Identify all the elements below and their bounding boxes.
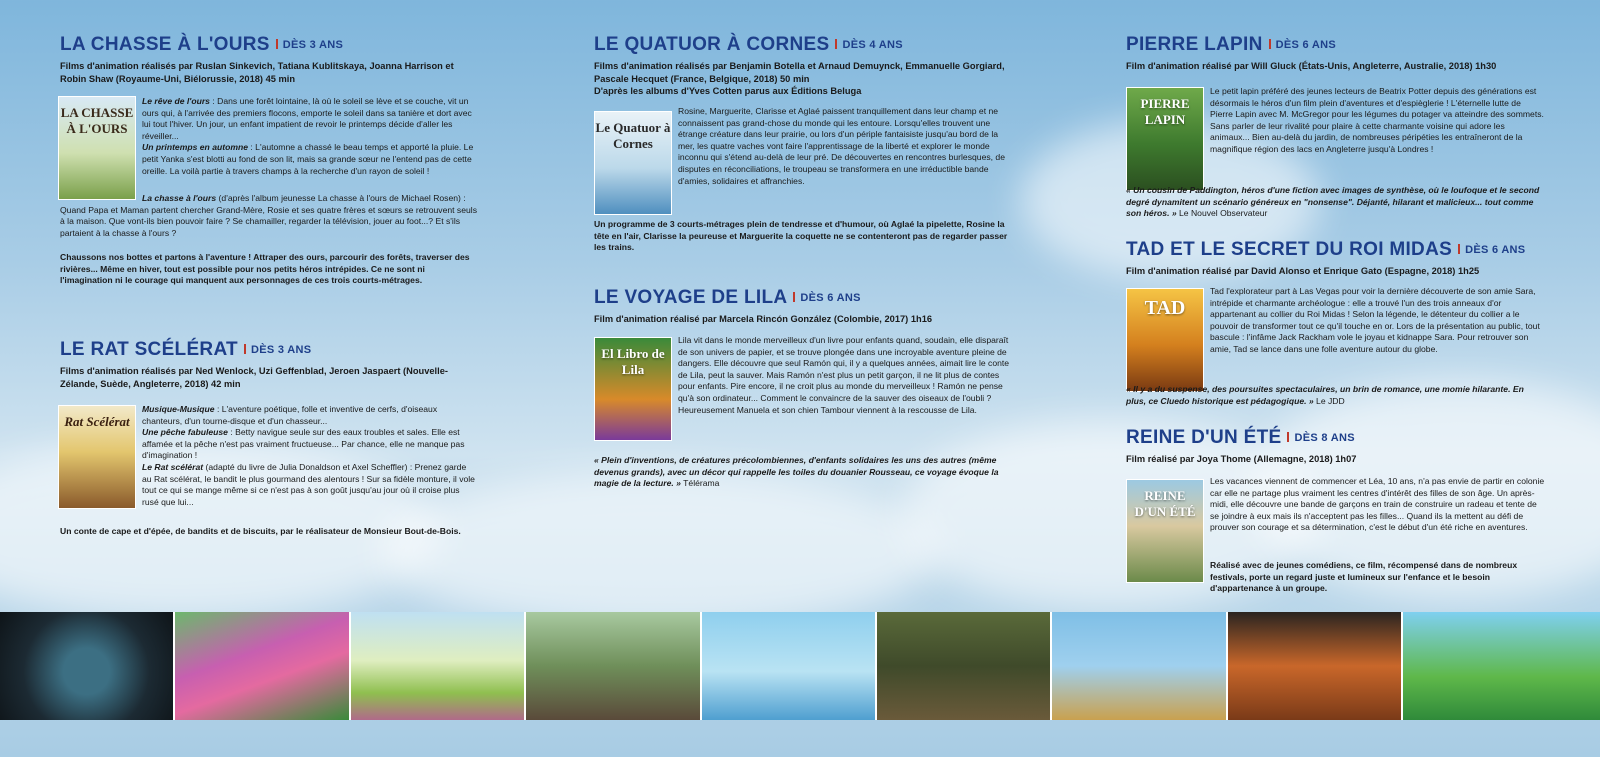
age-badge: DÈS 6 ANS — [1269, 39, 1336, 51]
poster-pierre-lapin: PIERRE LAPIN — [1126, 87, 1204, 191]
film-title: LE RAT SCÉLÉRAT DÈS 3 ANS — [60, 339, 312, 360]
film-title: REINE D'UN ÉTÉ DÈS 8 ANS — [1126, 427, 1355, 448]
film-le-rat-scelerat — [60, 339, 478, 390]
still-image — [1403, 612, 1600, 720]
age-badge: DÈS 4 ANS — [835, 39, 902, 51]
film-title: TAD ET LE SECRET DU ROI MIDAS DÈS 6 ANS — [1126, 239, 1526, 260]
film-tad-et-le-secret-du-roi-midas — [1126, 239, 1546, 278]
poster-reine-d-un-ete: REINE D'UN ÉTÉ — [1126, 479, 1204, 583]
film-credits: Films d'animation réalisés par Ned Wenlock, Uzi Geffenblad, Jeroen Jaspaert (Nouvelle-Zélande, Suède, Angleterre, 2018) 42 min — [60, 366, 448, 389]
film-description: Tad l'explorateur part à Las Vegas pour voir la dernière découverte de son amie Sara, intrépide et charmante archéologue : elle a trouvé l'un des trois anneaux d'or appartenant au collier du Roi Midas ! Selon la légende, le détenteur du collier a le pouvoir de transformer tout ce qu'il touche en or. Lors de la présentation au public, tout bascule : l'infâme Jack Rackham vole le joyau et kidnappe Sara. Pour retrouver son amie, Tad se lance dans une folle aventure autour du globe. — [1210, 286, 1540, 354]
film-credits: Film d'animation réalisé par David Alonso et Enrique Gato (Espagne, 2018) 1h25 — [1126, 266, 1480, 276]
quote-source: Le Nouvel Observateur — [1176, 208, 1268, 219]
film-description-continued: La chasse à l'ours (d'après l'album jeunesse La chasse à l'ours de Michael Rosen) : Quand Papa et Maman partent chercher Grand-Mère, Rosie et ses quatre frères et sœurs se retrouvent seuls à la maison. Que vont-ils bien pouvoir faire ? Se chamailler, regarder la télévision, jouer au foot...? Et s'ils partaient à la chasse à l'ours ? — [60, 193, 477, 238]
film-description: Le rêve de l'ours : Dans une forêt lointaine, là où le soleil se lève et se couche, vit un ours qui, à l'arrivée des premiers flocons, emporte le soleil dans sa tanière et dort avec lui tout l'hiver. Un jour, un enfant impatient de revoir le printemps décide d'aller les réveiller... Un printemps en automne : L'automne a chassé le beau temps et apporté la pluie. Le petit Yanka s'est blotti au fond de son lit, mais sa grande sœur ne l'entend pas de cette oreille. La voilà partie à travers champs à la recherche d'un rayon de soleil ! — [142, 96, 474, 176]
still-image — [1052, 612, 1227, 720]
film-le-quatuor-a-cornes — [594, 34, 1012, 98]
film-title: LA CHASSE À L'OURS DÈS 3 ANS — [60, 34, 344, 55]
still-image — [877, 612, 1052, 720]
still-image — [702, 612, 877, 720]
quote-source: Le JDD — [1313, 395, 1345, 406]
age-badge: DÈS 3 ANS — [276, 39, 343, 51]
age-badge: DÈS 8 ANS — [1287, 432, 1354, 444]
poster-tad: TAD — [1126, 288, 1204, 392]
film-description: Musique-Musique : L'aventure poétique, folle et inventive de cerfs, d'oiseaux chanteurs, d'un tourne-disque et d'un chasseur... Une pêche fabuleuse : Betty navigue seule sur des eaux troubles et sales. Elle est affamée et la pêche n'est pas vraiment fructueuse... Par chance, elle ne manque pas d'imagination ! Le Rat scélérat (adapté du livre de Julia Donaldson et Axel Scheffler) : Prenez garde au Rat scélérat, le bandit le plus gourmand des alentours ! Sur sa fidèle monture, il vole tout ce qui se mange même si ce n'est pas à son goût jusqu'au jour où il croise plus rusé que lui... — [142, 404, 475, 507]
age-badge: DÈS 6 ANS — [1458, 244, 1525, 256]
poster-la-chasse-a-l-ours: LA CHASSE À L'OURS — [58, 96, 136, 200]
poster-le-quatuor-a-cornes: Le Quatuor à Cornes — [594, 111, 672, 215]
age-badge: DÈS 3 ANS — [244, 344, 311, 356]
film-summary: Un programme de 3 courts-métrages plein de tendresse et d'humour, où Aglaé la pipelette, Rosine la tête en l'air, Clarisse la peureuse et Marguerite la coquette ne se contenteront pas de regarder passer les trains. — [594, 219, 1008, 253]
film-title: LE QUATUOR À CORNES DÈS 4 ANS — [594, 34, 903, 55]
poster-le-voyage-de-lila: El Libro de Lila — [594, 337, 672, 441]
film-description: Lila vit dans le monde merveilleux d'un livre pour enfants quand, soudain, elle disparaît de son univers de papier, et se trouve plongée dans une incroyable aventure pleine de dangers. Elle découvre que seul Ramón qui, il y a quelques années, aimait lire le conte de Lila, peut la sauver. Mais Ramón n'est plus un petit garçon, il ne lit plus de contes pour enfants. Pire encore, il ne croit plus au monde du merveilleux ! Ramón ne pense qu'à son ordinateur... Comment le convaincre de la sauver des oiseaux de l'oubli ? Heureusement Manuela et son chien Tambour viennent à la rescousse de Lila. — [678, 335, 1010, 415]
film-description: Les vacances viennent de commencer et Léa, 10 ans, n'a pas envie de partir en colonie car elle ne partage plus vraiment les centres d'intérêt des filles de son âge. Un après-midi, elle découvre une bande de garçons en train de construire un radeau et tente de se joindre à eux mais ils n'acceptent pas les filles... Quand ils la mettent au défi de prouver son courage et sa détermination, c'est le début d'un été riche en aventures. — [1210, 476, 1545, 533]
still-image — [1228, 612, 1403, 720]
quote-source: Télérama — [680, 478, 720, 489]
film-le-voyage-de-lila — [594, 287, 1012, 326]
still-image — [526, 612, 701, 720]
film-credits: Films d'animation réalisés par Benjamin Botella et Arnaud Demuynck, Emmanuelle Gorgiard, Pascale Hecquet (France, Belgique, 2018) 50 min D'après les albums d'Yves Cotten parus aux Éditions Beluga — [594, 61, 1005, 96]
film-summary: Un conte de cape et d'épée, de bandits et de biscuits, par le réalisateur de Monsieur Bout-de-Bois. — [60, 526, 461, 536]
age-badge: DÈS 6 ANS — [793, 292, 860, 304]
film-stills-strip — [0, 612, 1600, 720]
film-credits: Film d'animation réalisé par Will Gluck (États-Unis, Angleterre, Australie, 2018) 1h30 — [1126, 61, 1497, 71]
film-title: LE VOYAGE DE LILA DÈS 6 ANS — [594, 287, 861, 308]
film-credits: Film réalisé par Joya Thome (Allemagne, 2018) 1h07 — [1126, 454, 1357, 464]
film-reine-d-un-ete — [1126, 427, 1546, 466]
film-description: Rosine, Marguerite, Clarisse et Aglaé paissent tranquillement dans leur champ et ne connaissent pas grand-chose du monde qui les entoure. Lorsqu'elles trouvent une étrange créature dans leur prairie, ou lors d'un périple fantaisiste jusqu'au bord de la mer, les quatre vaches vont faire l'apprentissage de la liberté et explorer le monde inconnu qui s'étend au-delà de leur pré. De découvertes en rencontres burlesques, de disputes en réconciliations, le troupeau se transformera en une irréductible bande d'amies, solidaires et affranchies. — [678, 106, 1005, 186]
poster-le-rat-scelerat: Rat Scélérat — [58, 405, 136, 509]
still-image — [0, 612, 175, 720]
film-description: Le petit lapin préféré des jeunes lecteurs de Beatrix Potter depuis des générations est désormais le héros d'un film plein d'aventures et d'espièglerie ! L'éternelle lutte de Pierre Lapin avec M. McGregor pour les légumes du potager va atteindre des sommets. Sans parler de leur rivalité pour plaire à cette charmante voisine qui adore les animaux... Bien au-delà du jardin, de nombreuses péripéties les entraîneront de la magnifique région des lacs en Angleterre jusqu'à Londres ! — [1210, 86, 1544, 154]
film-credits: Films d'animation réalisés par Ruslan Sinkevich, Tatiana Kublitskaya, Joanna Harrison et Robin Shaw (Royaume-Uni, Biélorussie, 2018) 45 min — [60, 61, 454, 84]
film-quote: « Il y a du suspense, des poursuites spectaculaires, un brin de romance, une momie hilarante. En plus, ce Cluedo historique est pédagogique. » Le JDD — [1126, 384, 1524, 406]
film-la-chasse-a-l-ours — [60, 34, 478, 85]
film-pierre-lapin — [1126, 34, 1546, 73]
film-title: PIERRE LAPIN DÈS 6 ANS — [1126, 34, 1336, 55]
film-quote: « Plein d'inventions, de créatures précolombiennes, d'enfants solidaires les uns des autres (même devenus grands), avec un décor qui rappelle les toiles du douanier Rousseau, ce voyage évoque la magie de la lecture. » Télérama — [594, 455, 999, 489]
still-image — [175, 612, 350, 720]
film-quote: « Un cousin de Paddington, héros d'une fiction avec images de synthèse, où le loufoque et le second degré dynamitent un scénario généreux en "nonsense". Déjanté, hilarant et malicieux... tout comme son héros. » Le Nouvel Observateur — [1126, 185, 1540, 219]
still-image — [351, 612, 526, 720]
film-credits: Film d'animation réalisé par Marcela Rincón González (Colombie, 2017) 1h16 — [594, 314, 933, 324]
film-summary: Chaussons nos bottes et partons à l'aventure ! Attraper des ours, parcourir des forêts, traverser des rivières... Même en hiver, tout est possible pour nos petits héros intrépides. Ce ne sont ni l'imagination ni le courage qui manquent aux personnages de ces trois courts-métrages. — [60, 252, 470, 286]
film-summary: Réalisé avec de jeunes comédiens, ce film, récompensé dans de nombreux festivals, porte un regard juste et lumineux sur l'enfance et le besoin d'appartenance à un groupe. — [1210, 560, 1518, 594]
